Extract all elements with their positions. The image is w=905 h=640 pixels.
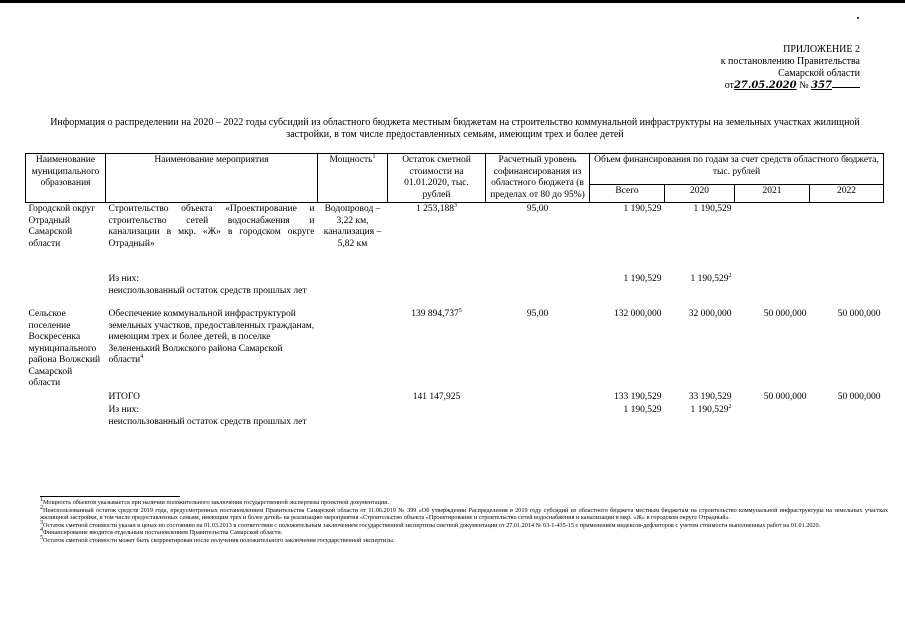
footnote-text: Неиспользованный остаток средств 2019 года, предусмотренных постановлением Правительства Самарской области от 11.06.2019 № 399 «Об утверждении Распределения в 2019 году субсидий из областного бюджета местным бюджетам на строительство коммунальной инфраструктуры на земельных участках жилищной застройки, в том числе предоставленных семьям, имеющим трех и более детей» на реализацию мероприятия «Строительство объекта «Проектирование и строительство сетей водоснабжения и канализации в мкр. «Ж» в городском округе Отрадный». bbox=[40, 506, 888, 522]
number-prefix: № bbox=[799, 80, 809, 91]
cell-2022 bbox=[810, 203, 884, 252]
table-row-voskresenka bbox=[26, 308, 884, 391]
cell-event bbox=[106, 308, 318, 391]
header-funding-group: Объем финансирования по годам за счет средств областного бюджета, тыс. рублей bbox=[590, 154, 884, 185]
header-capacity: Мощность bbox=[329, 155, 373, 165]
header-2020: 2020 bbox=[665, 185, 735, 203]
cell-leftover-label bbox=[106, 273, 318, 298]
cell-total: 132 000,000 bbox=[614, 309, 662, 319]
cell-2020 bbox=[665, 273, 735, 298]
cell-2020: 32 000,000 bbox=[688, 309, 732, 319]
footnote-5 bbox=[40, 534, 888, 545]
leftover-label: неиспользованный остаток средств прошлых лет bbox=[108, 416, 307, 427]
footnote-ref: 2 bbox=[728, 403, 732, 410]
table-row-total-leftover bbox=[26, 404, 884, 429]
footnote-mark: 2 bbox=[40, 504, 43, 511]
footnote-ref: 3 bbox=[454, 202, 457, 209]
cell-2020: 33 190,529 bbox=[688, 391, 732, 402]
scan-dot bbox=[857, 17, 859, 19]
footnote-text: Остаток сметной стоимости может быть скорректирован после получения положительного заключения государственной экспертизы. bbox=[43, 536, 395, 544]
cell-2021: 50 000,000 bbox=[763, 391, 807, 402]
value-2020: 1 190,529 bbox=[690, 405, 729, 415]
event-text: Обеспечение коммунальной инфраструктурой земельных участков, предоставленных гражданам, имеющим трех и более детей, в поселке Зелененький Волжского района Самарской области bbox=[108, 309, 315, 365]
cell-event: Строительство объекта «Проектирование и строительство сетей водоснабжения и канализации в мкр. «Ж» в городском округе Отрадный» bbox=[108, 204, 315, 249]
cell-2021 bbox=[735, 203, 810, 252]
cell-leftover-label bbox=[106, 404, 318, 429]
cell-2022: 50 000,000 bbox=[837, 391, 881, 402]
cell-capacity bbox=[318, 308, 388, 391]
cell-2020 bbox=[665, 404, 735, 429]
leftover-label: неиспользованный остаток средств прошлых лет bbox=[108, 285, 307, 296]
cell-2022: 50 000,000 bbox=[837, 309, 881, 319]
cell-total: 1 190,529 bbox=[623, 204, 662, 214]
appendix-date-line bbox=[690, 80, 860, 92]
cell-municipality: Сельское поселение Воскресенка муниципального района Волжский Самарской области bbox=[28, 309, 101, 388]
footnote-mark: 1 bbox=[40, 496, 43, 503]
footnote-text: Финансирование вводится отдельным постановлением Правительства Самарской области. bbox=[43, 529, 283, 537]
header-2022: 2022 bbox=[810, 185, 884, 203]
header-balance: Остаток сметной стоимости на 01.01.2020, тыс. рублей bbox=[388, 154, 486, 203]
date-value: 27.05.2020 bbox=[733, 80, 797, 91]
header-event: Наименование мероприятия bbox=[106, 154, 318, 203]
top-border-line bbox=[0, 0, 905, 3]
document-title: Информация о распределении на 2020 – 2022 годы субсидий из областного бюджета местным бюджетам на строительство коммунальной инфраструктуры на земельных участках жилищной застройки, в том числе предоставленных семьям, имеющим трех и более детей bbox=[50, 117, 860, 140]
subsidy-table bbox=[25, 153, 884, 429]
header-2021: 2021 bbox=[735, 185, 810, 203]
appendix-title: ПРИЛОЖЕНИЕ 2 bbox=[783, 44, 860, 55]
footnote-divider bbox=[40, 496, 180, 497]
footnote-ref: 4 bbox=[140, 353, 144, 360]
footnote-ref: 2 bbox=[728, 272, 732, 279]
footnote-4 bbox=[40, 529, 888, 537]
date-prefix: от bbox=[724, 80, 734, 91]
table-row-otradny bbox=[26, 203, 884, 252]
table-row-otradny-leftover bbox=[26, 273, 884, 298]
cell-balance bbox=[388, 203, 486, 252]
value-2020: 1 190,529 bbox=[690, 274, 729, 284]
footnote-mark: 3 bbox=[40, 519, 43, 526]
footnote-text: Остаток сметной стоимости указан в ценах по состоянию на 01.03.2013 в соответствии с положительным заключением государственной экспертизы сметной документации от 27.01.2014 № 63-1-435-15 с применением индексов-дефляторов с учетом стоимости выполненных работ на 01.01.2020. bbox=[43, 521, 821, 529]
cell-total: 1 190,529 bbox=[623, 274, 662, 284]
cell-balance: 141 147,925 bbox=[412, 391, 461, 402]
cell-balance bbox=[388, 308, 486, 391]
balance-value: 139 894,737 bbox=[411, 309, 459, 319]
cell-2020: 1 190,529 bbox=[693, 204, 732, 214]
balance-value: 1 253,188 bbox=[416, 204, 454, 214]
cell-cofinancing: 95,00 bbox=[526, 309, 549, 319]
appendix-block bbox=[690, 44, 860, 92]
number-value: 357 bbox=[811, 80, 832, 91]
footnote-mark: 4 bbox=[40, 527, 43, 534]
cell-total-label: ИТОГО bbox=[108, 391, 141, 402]
footnotes-block bbox=[40, 496, 888, 545]
appendix-resolution: к постановлению Правительства bbox=[720, 56, 860, 67]
cell-total: 1 190,529 bbox=[623, 405, 662, 415]
footnote-1 bbox=[40, 496, 888, 507]
table-row-total bbox=[26, 391, 884, 405]
cell-cofinancing: 95,00 bbox=[526, 204, 549, 214]
cell-municipality: Городской округ Отрадный Самарской области bbox=[28, 204, 96, 249]
cell-2021: 50 000,000 bbox=[763, 309, 807, 319]
footnote-ref: 5 bbox=[458, 307, 462, 314]
footnote-mark: 5 bbox=[40, 534, 43, 541]
footnote-2 bbox=[40, 504, 888, 522]
header-capacity-cell bbox=[318, 154, 388, 203]
footnote-ref: 1 bbox=[372, 153, 376, 160]
header-cofinancing: Расчетный уровень софинансирования из областного бюджета (в пределах от 80 до 95%) bbox=[486, 154, 590, 203]
cell-capacity: Водопровод – 3,22 км, канализация – 5,82 км bbox=[323, 204, 382, 249]
of-them-label: Из них: bbox=[108, 274, 140, 284]
header-total: Всего bbox=[590, 185, 665, 203]
appendix-region: Самарской области bbox=[778, 68, 860, 79]
of-them-label: Из них: bbox=[108, 405, 140, 415]
footnote-text: Мощность объектов указывается при наличии положительного заключения государственной экспертизы проектной документации. bbox=[43, 499, 390, 506]
header-municipality: Наименование муниципального образования bbox=[26, 154, 106, 203]
cell-total: 133 190,529 bbox=[614, 391, 662, 402]
